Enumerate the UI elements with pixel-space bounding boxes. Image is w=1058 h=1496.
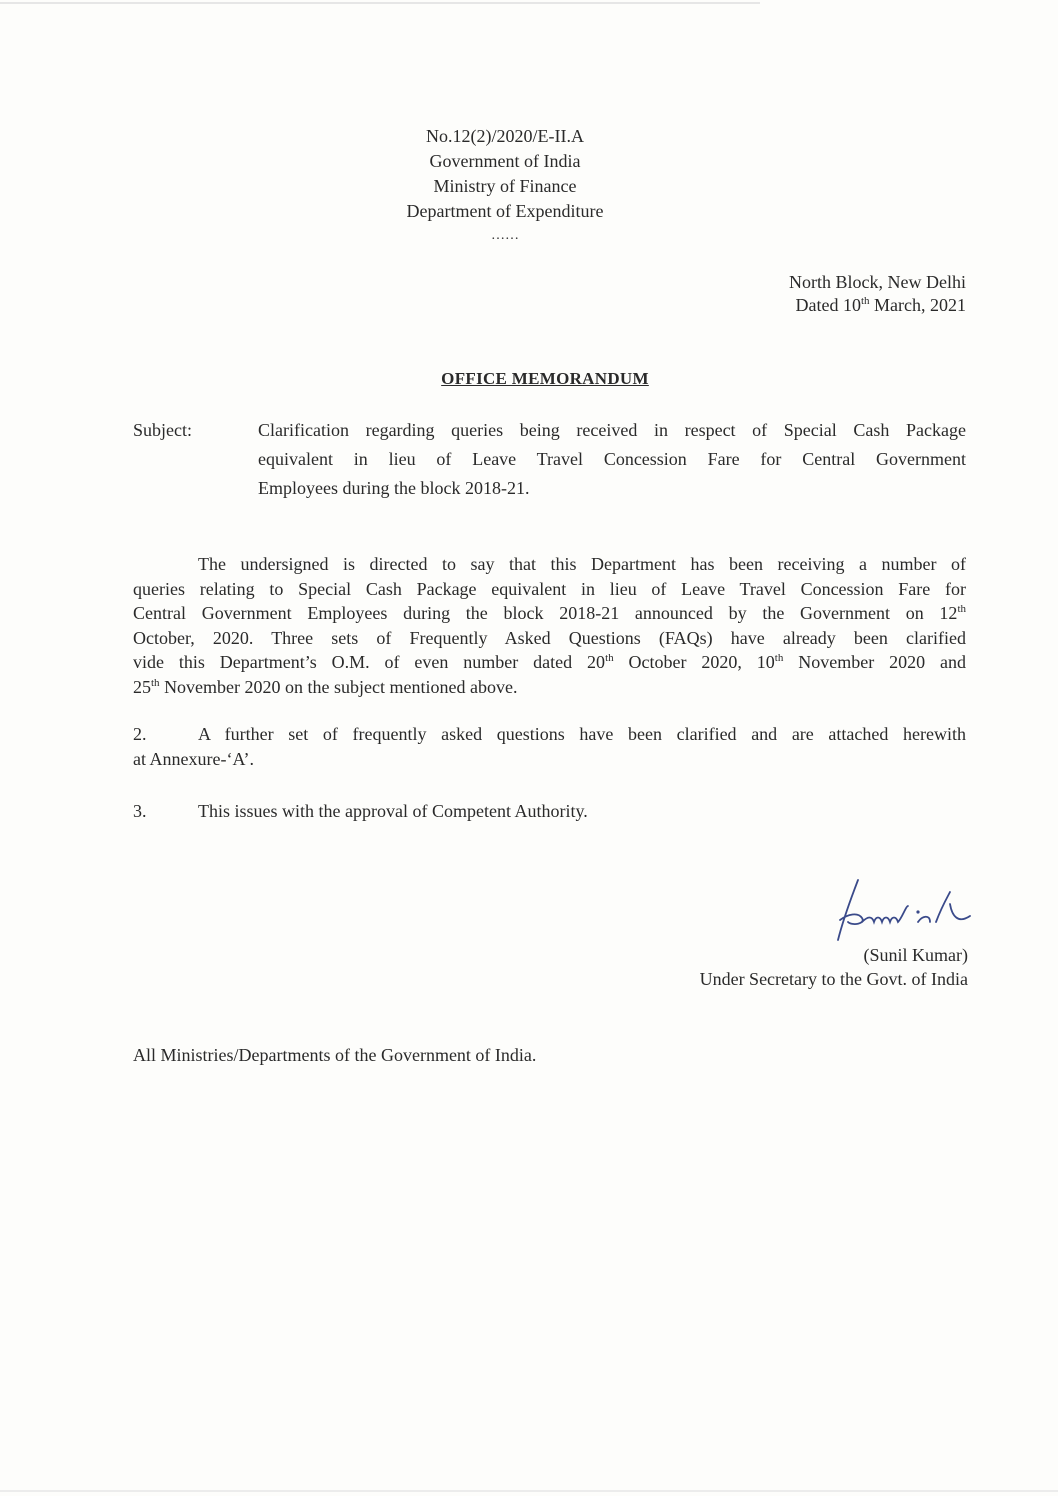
text-run: November 2020 on the subject mentioned above. [159,676,518,697]
date: Dated 10th March, 2021 [795,295,966,315]
paragraph-3-number: 3. [133,801,147,821]
signatory-name: (Sunil Kumar) [863,945,968,965]
text-line [133,603,966,624]
text-line [133,628,966,649]
text-line [133,749,254,770]
text-run: A further set of frequently asked questions have been clarified and are attached herewith [198,724,966,744]
text-line [258,478,529,499]
text-run: 25 [133,676,151,697]
text-line [133,652,966,673]
signatory-designation: Under Secretary to the Govt. of India [699,969,968,989]
superscript: th [774,652,784,664]
document-title: OFFICE MEMORANDUM [441,369,649,388]
paragraph-2-number: 2. [133,724,147,744]
place: North Block, New Delhi [789,272,966,292]
superscript: th [957,603,966,615]
text-line [198,554,966,575]
department-name: Department of Expenditure [406,201,604,221]
separator-dots: …… [491,228,519,243]
text-line [258,449,966,470]
text-run: queries relating to Special Cash Package equivalent in lieu of Leave Travel Concession Fare for [133,578,966,599]
text-run: November 2020 and [783,652,966,672]
text-line [133,677,517,698]
text-run: Clarification regarding queries being received in respect of Special Cash Package [258,420,966,440]
subject-label: Subject: [133,420,192,440]
text-run: vide this Department’s O.M. of even number dated 20 [133,652,606,672]
text-run: at Annexure-‘A’. [133,749,254,769]
text-run: equivalent in lieu of Leave Travel Concession Fare for Central Government [258,449,966,469]
text-run: Employees during the block 2018-21. [258,478,530,498]
text-run: October, 2020. Three sets of Frequently Asked Questions (FAQs) have already been clarified [133,627,966,648]
text-line [258,420,966,441]
addressee: All Ministries/Departments of the Government of India. [133,1045,537,1065]
text-line [133,579,966,600]
superscript: th [605,652,614,664]
reference-number: No.12(2)/2020/E-II.A [426,126,584,146]
text-run: October 2020, 10 [613,652,775,672]
ministry-name: Ministry of Finance [433,176,577,196]
signature [818,876,978,946]
scan-edge [0,2,760,4]
text-line [198,724,966,745]
superscript: th [151,676,160,689]
scan-edge [0,1490,1058,1492]
paragraph-3-text: This issues with the approval of Competent Authority. [198,801,588,821]
text-run: The undersigned is directed to say that this Department has been receiving a number of [198,554,966,574]
government-name: Government of India [429,151,581,171]
text-run: Central Government Employees during the block 2018-21 announced by the Government on 12 [133,603,958,623]
